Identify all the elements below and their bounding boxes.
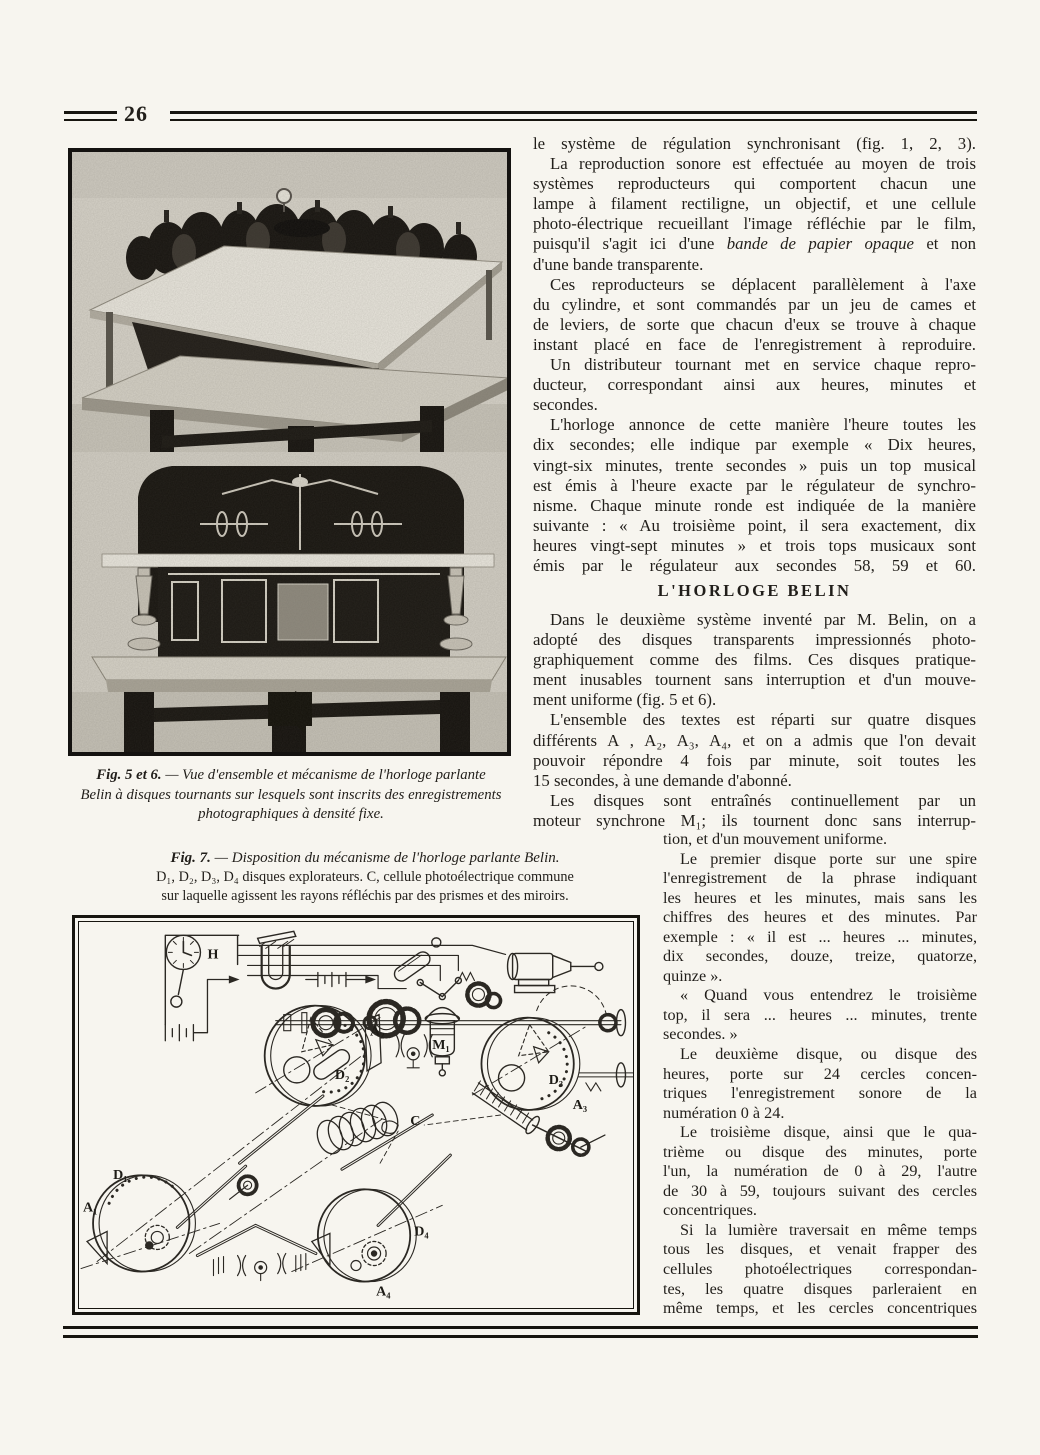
text-line: numération 0 à 24.: [663, 1103, 785, 1122]
text-line: photo-électrique recueillant l'image réfléchie par le film,: [533, 214, 976, 234]
diagram-label-a3: A₃: [572, 1096, 588, 1113]
text-column-upper: [533, 134, 976, 576]
text-line: le système de régulation synchronisant (fig. 1, 2, 3).: [533, 134, 976, 153]
machine-photo-illustration: [72, 152, 507, 752]
text-column-middle: [533, 610, 976, 831]
text-line: lampe à filament rectiligne, un objectif, et une cellule: [533, 194, 976, 214]
text-line: puisqu'il s'agit ici d'une bande de papier opaque et non: [533, 234, 976, 254]
text-line: tion, et d'un mouvement uniforme.: [663, 830, 888, 848]
text-line: graphiquement comme des films. Ces disques pratique-: [533, 650, 976, 670]
text-line: secondes. »: [663, 1025, 738, 1044]
page-number: 26: [124, 101, 148, 126]
text-line: triques l'enregistrement sonore de la: [663, 1084, 977, 1103]
text-line: est émis à l'heure exacte par le régulateur de synchro-: [533, 475, 976, 495]
text-line: Ces reproducteurs se déplacent parallèlement à l'axe: [550, 274, 976, 294]
diagram-label-a4: A₄: [376, 1283, 391, 1300]
text-line: de 30 à 59, toujours suivant des cercles: [663, 1181, 977, 1200]
text-line: heures vingt-sept minutes » et trois tops musicaux sont: [533, 535, 976, 555]
diagram-frame: [78, 921, 634, 1309]
caption-fig5-6: [62, 766, 520, 825]
text-line: cellules photoélectriques correspondan-: [663, 1260, 977, 1279]
text-line: Un distributeur tournant met en service chaque repro-: [550, 355, 976, 375]
text-line: L'ensemble des textes est réparti sur quatre disques: [550, 710, 976, 730]
text-line: tous les disques, et venait frapper des: [663, 1240, 977, 1259]
text-line: du cylindre, et sont commandés par un jeu de cames et: [533, 294, 976, 314]
text-line: dix secondes, douze, treize, quatorze,: [663, 947, 977, 966]
diagram-label-a2: A₂: [370, 1023, 385, 1040]
text-line: top, il sera ... heures ... minutes, trente: [663, 1005, 977, 1024]
text-line: Le premier disque porte sur une spire: [680, 849, 977, 868]
caption-line: Fig. 5 et 6. — Vue d'ensemble et mécanisme de l'horloge parlante: [96, 767, 486, 783]
text-line: concentriques.: [663, 1201, 757, 1220]
text-line: chiffres des heures et des minutes. Par: [663, 908, 977, 927]
diagram-label-a1: A₁: [83, 1199, 98, 1216]
diagram-label-d3: D₃: [548, 1071, 564, 1088]
text-line: l'un, la numération de 0 à 29, l'autre: [663, 1162, 977, 1181]
text-line: quinze ».: [663, 966, 723, 985]
caption-line: Belin à disques tournants sur lesquels sont inscrits des enregistrements: [80, 786, 502, 803]
diagram-label-d4: D₄: [414, 1223, 429, 1240]
text-line: systèmes reproducteurs qui comportent chacun une: [533, 174, 976, 194]
text-line: Si la lumière traversait en même temps: [680, 1220, 977, 1239]
text-line: nisme. Chaque minute ronde est indiquée de la manière: [533, 495, 976, 515]
text-line: moteur synchrone M₁; ils tournent donc sans interrup-: [533, 810, 976, 830]
text-line: ment uniforme (fig. 5 et 6).: [533, 690, 717, 710]
header-rule-left: [64, 111, 117, 121]
diagram-label-d2: D₂: [334, 1066, 350, 1083]
text-line: émis par le régulateur aux secondes 58, 59 et 60.: [533, 555, 976, 575]
text-line: Le troisième disque, ainsi que le qua-: [680, 1123, 977, 1142]
mechanism-diagram-illustration: [79, 922, 633, 1308]
figure-photo-5-6: [68, 148, 511, 756]
text-line: Les disques sont entraînés continuellement par un: [550, 790, 976, 810]
text-line: d'une bande transparente.: [533, 254, 704, 274]
section-heading: L'HORLOGE BELIN: [657, 581, 852, 600]
text-line: adopté des disques transparents impressionnés photo-: [533, 630, 976, 650]
text-line: Le deuxième disque, ou disque des: [680, 1045, 977, 1064]
caption-line: Fig. 7. — Disposition du mécanisme de l'horloge parlante Belin.: [170, 850, 560, 866]
caption-fig7: [85, 848, 645, 905]
text-line: de leviers, de sorte que chacun d'eux se trouve à chaque: [533, 314, 976, 334]
caption-fig-number: Fig. 5 et 6.: [96, 767, 162, 783]
caption-line: D₁, D₂, D₃, D₄ disques explorateurs. C, cellule photoélectrique commune: [156, 869, 574, 885]
text-line: Dans le deuxième système inventé par M. Belin, on a: [550, 610, 976, 629]
caption-fig-number: Fig. 7.: [170, 850, 211, 866]
text-line: heures, porte sur 24 cercles concen-: [663, 1064, 977, 1083]
diagram-label-d1: D₁: [113, 1167, 128, 1184]
text-line: différents A , A₂, A₃, A₄, et on a admis que l'on devait: [533, 730, 976, 750]
text-line: suivante : « Au troisième point, il sera exactement, dix: [533, 515, 976, 535]
footer-rule: [63, 1326, 978, 1338]
caption-line: photographiques à densité fixe.: [198, 806, 384, 822]
text-line: instant placé en face de l'enregistrement à reproduire.: [533, 334, 976, 354]
caption-line: sur laquelle agissent les rayons réfléchis par des prismes et des miroirs.: [161, 887, 569, 904]
text-line: 15 secondes, à une demande d'abonné.: [533, 770, 792, 790]
text-line: ducteur, correspondant ainsi aux heures, minutes et: [533, 375, 976, 395]
text-line: ment inusables tournent sans interruption et d'un mouve-: [533, 670, 976, 690]
text-line: tes, les quatre disques parleraient en: [663, 1279, 977, 1298]
text-line: trième ou disque des minutes, porte: [663, 1142, 977, 1161]
text-line: secondes.: [533, 395, 598, 415]
diagram-label-c: C: [410, 1113, 421, 1130]
text-line: dix secondes; elle indique par exemple « Dix heures,: [533, 435, 976, 455]
text-line: La reproduction sonore est effectuée au moyen de trois: [550, 154, 976, 174]
text-line: pouvoir répondre 4 fois par minute, soit toutes les: [533, 750, 976, 770]
diagram-label-m1: M₁: [432, 1036, 450, 1053]
text-line: l'enregistrement de la phrase indiquant: [663, 869, 977, 888]
text-line: exemple : « il est ... heures ... minutes,: [663, 927, 977, 946]
figure-diagram-7: [72, 915, 640, 1315]
text-line: même temps, et les cercles concentriques: [663, 1299, 977, 1318]
diagram-label-clock: H: [207, 946, 219, 963]
text-column-narrow: [663, 830, 977, 1319]
text-line: les heures et les minutes, mais sans les: [663, 888, 977, 907]
text-line: L'horloge annonce de cette manière l'heure toutes les: [550, 415, 976, 435]
text-line: « Quand vous entendrez le troisième: [680, 986, 977, 1005]
text-line: vingt-six minutes, trente secondes » puis un top musical: [533, 455, 976, 475]
header-rule-right: [170, 111, 977, 121]
